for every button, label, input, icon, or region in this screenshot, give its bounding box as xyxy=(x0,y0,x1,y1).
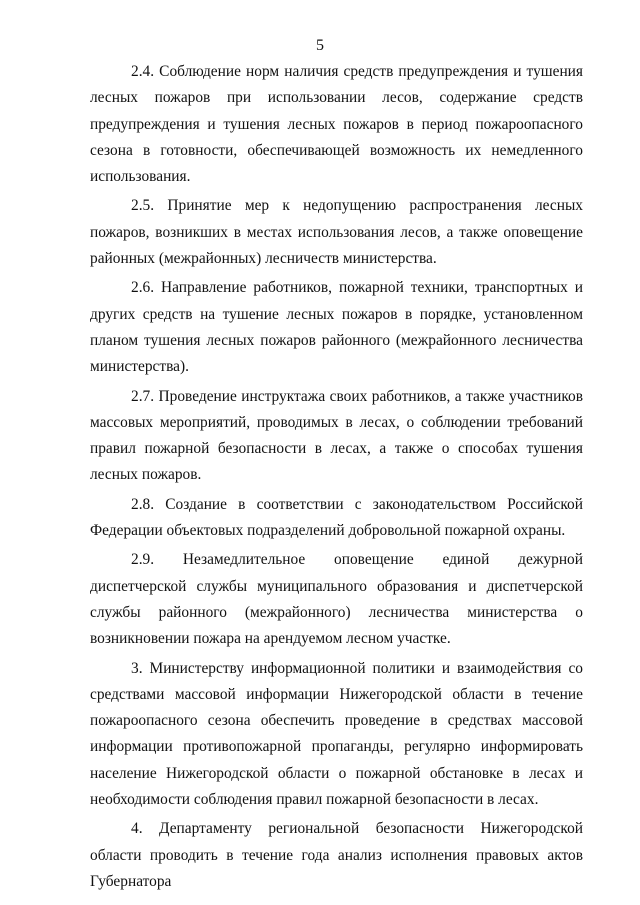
paragraph-2-4: 2.4. Соблюдение норм наличия средств предупреждения и тушения лесных пожаров при использовании лесов, содержание средств предупреждения и тушения лесных пожаров в период пожароопасного сезона в готовности, обеспечивающей возможность их немедленного использования. xyxy=(90,63,583,186)
paragraph-4: 4. Департаменту региональной безопасности Нижегородской области проводить в течение года анализ исполнения правовых актов Губернатора xyxy=(90,820,583,890)
paragraph-2-7: 2.7. Проведение инструктажа своих работников, а также участников массовых мероприятий, проводимых в лесах, о соблюдении требований правил пожарной безопасности в лесах, а также о способах тушения лесных пожаров. xyxy=(90,387,583,484)
paragraph-2-8: 2.8. Создание в соответствии с законодательством Российской Федерации объектовых подразделений добровольной пожарной охраны. xyxy=(90,495,583,540)
paragraph-2-9: 2.9. Незамедлительное оповещение единой дежурной диспетчерской службы муниципального образования и диспетчерской службы районного (межрайонного) лесничества министерства о возникновении пожара на арендуемом лесном участке. xyxy=(90,551,583,648)
paragraph-2-5: 2.5. Принятие мер к недопущению распространения лесных пожаров, возникших в местах использования лесов, а также оповещение районных (межрайонных) лесничеств министерства. xyxy=(90,197,583,268)
page-number: 5 xyxy=(316,37,324,54)
document-body xyxy=(90,59,583,898)
paragraph-2-6: 2.6. Направление работников, пожарной техники, транспортных и других средств на тушение лесных пожаров в порядке, установленном планом тушения лесных пожаров районного (межрайонного лесничества министерства). xyxy=(90,279,583,376)
paragraph-3: 3. Министерству информационной политики и взаимодействия со средствами массовой информации Нижегородской области в течение пожароопасного сезона обеспечить проведение в средствах массовой информации противопожарной пропаганды, регулярно информировать население Нижегородской области о пожарной обстановке в лесах и необходимости соблюдения правил пожарной безопасности в лесах. xyxy=(90,659,583,809)
